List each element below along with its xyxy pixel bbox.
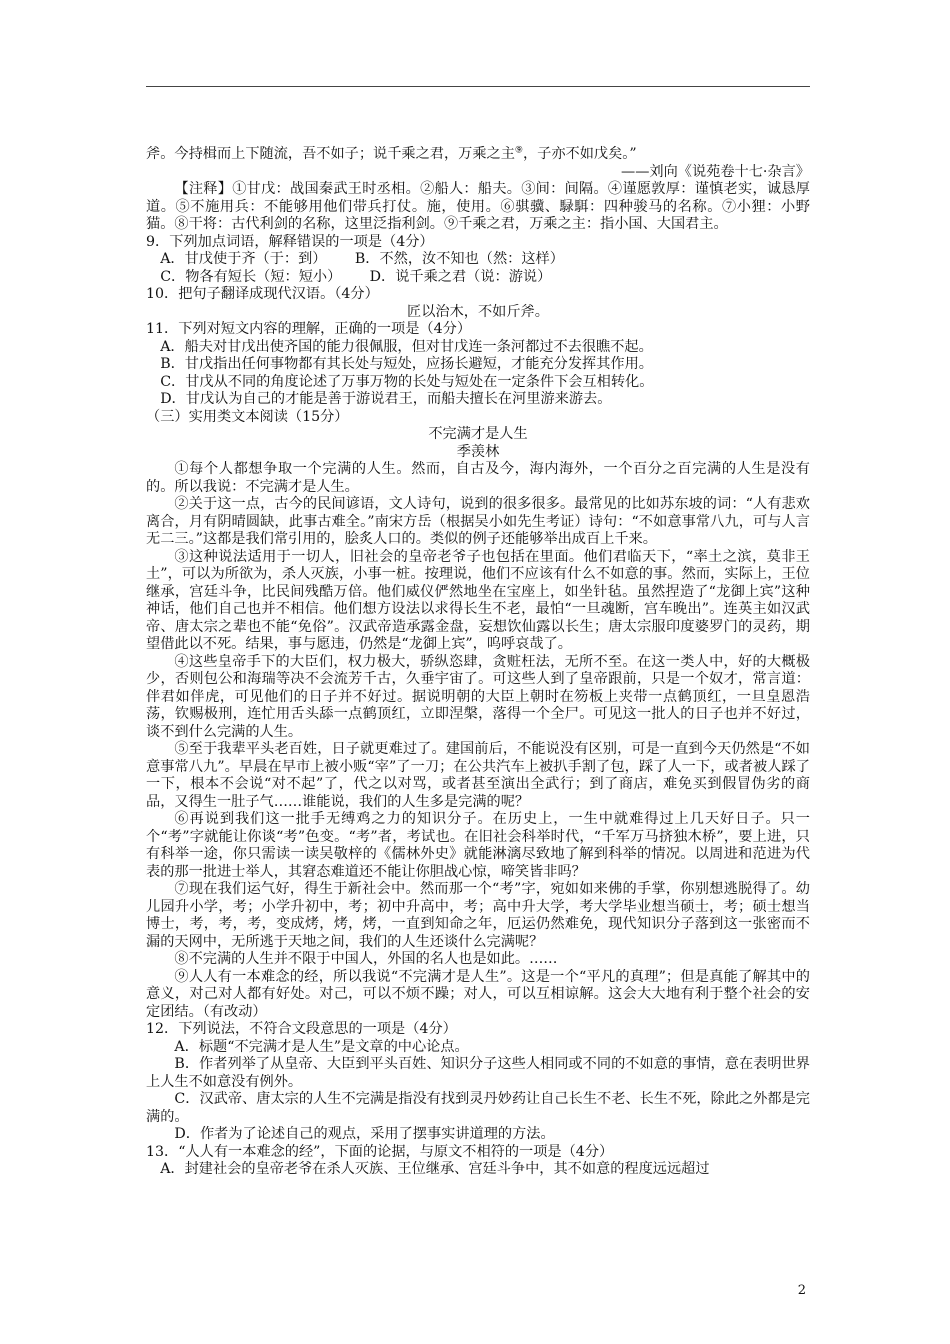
article-author: 季羡林	[456, 443, 500, 460]
q11-stem: 11．下列对短文内容的理解，正确的一项是（4分）	[146, 321, 472, 337]
q12-option-a: A．标题“不完满才是人生”是文章的中心论点。	[174, 1038, 469, 1055]
page-body	[146, 146, 810, 1179]
q11-option-b: B．甘戊指出任何事物都有其长处与短处，应扬长避短，才能充分发挥其作用。	[160, 356, 653, 372]
article-para-8: ⑧不完满的人生并不限于中国人，外国的名人也是如此。……	[174, 951, 558, 967]
q9-stem: 9．下列加点词语，解释错误的一项是（4分）	[146, 233, 434, 250]
article-para-9: ⑨人人有一本难念的经，所以我说“不完满才是人生”。这是一个“平凡的真理”；但是真能了解其中的意义，对己对人都有好处。对己，可以不烦不躁；对人，可以互相谅解。这会大大地有利于整个社会的安定团结。（有改动）	[146, 968, 810, 1020]
q10-sentence: 匠以治木，不如斤斧。	[407, 303, 549, 320]
q13-option-a: A．封建社会的皇帝老爷在杀人灭族、王位继承、宫廷斗争中，其不如意的程度远远超过	[160, 1161, 710, 1177]
q9-options-cd: C．物各有短长（短：短小） D．说千乘之君（说：游说）	[160, 268, 552, 285]
article-para-7: ⑦现在我们运气好，得生于新社会中。然而那一个“考”字，宛如如来佛的手掌，你别想逃脱得了。幼儿园升小学，考；小学升初中，考；初中升高中，考；高中升大学，考大学毕业想当硕士，考；硕士想当博士，考，考，考，变成烤，烤，烤，一直到知命之年，厄运仍然难免，现代知识分子落到这一张密而不漏的天网中，无所逃于天地之间，我们的人生还谈什么完满呢？	[146, 881, 810, 950]
passage-tail: 斧。今持楫而上下随流，吾不如子；说千乘之君，万乘之主⑨，子亦不如戊矣。”	[146, 145, 637, 162]
q12-stem: 12．下列说法，不符合文段意思的一项是（4分）	[146, 1021, 457, 1037]
article-para-1: ①每个人都想争取一个完满的人生。然而，自古及今，海内海外，一个百分之百完满的人生是没有的。所以我说：不完满才是人生。	[146, 461, 810, 495]
article-para-3: ③这种说法适用于一切人，旧社会的皇帝老爷子也包括在里面。他们君临天下，“率土之滨，莫非王土”，可以为所欲为，杀人灭族，小事一桩。按理说，他们不应该有什么不如意的事。然而，实际上，王位继承，宫廷斗争，比民间残酷万倍。他们威仪俨然地坐在宝座上，如坐针毡。虽然捏造了“龙御上宾”这种神话，他们自己也并不相信。他们想方设法以求得长生不老，最怕“一旦魂断，宫车晚出”。连英主如汉武帝、唐太宗之辈也不能“免俗”。汉武帝造承露金盘，妄想饮仙露以长生；唐太宗服印度婆罗门的灵药，期望借此以不死。结果，事与愿违，仍然是“龙御上宾”，呜呼哀哉了。	[146, 548, 810, 652]
article-para-6: ⑥再说到我们这一批手无缚鸡之力的知识分子。在历史上，一生中就难得过上几天好日子。只一个“考”字就能让你谈“考”色变。“考”者，考试也。在旧社会科举时代，“千军万马挤独木桥”，要上进，只有科举一途，你只需读一读吴敬梓的《儒林外史》就能淋漓尽致地了解到科举的情况。以周进和范进为代表的那一批进士举人，其窘态难道还不能让你胆战心惊，啼笑皆非吗？	[146, 811, 810, 880]
section3-heading: （三）实用类文本阅读（15分）	[146, 408, 349, 425]
q11-option-c: C．甘戊从不同的角度论述了万事万物的长处与短处在一定条件下会互相转化。	[160, 373, 654, 390]
q11-option-a: A．船夫对甘戊出使齐国的能力很佩服，但对甘戊连一条河都过不去很瞧不起。	[160, 338, 653, 355]
article-para-5: ⑤至于我辈平头老百姓，日子就更难过了。建国前后，不能说没有区别，可是一直到今天仍然是“不如意事常八九”。早晨在早市上被小贩“宰”了一刀；在公共汽车上被扒手割了包，踩了人一下，或者被人踩了一下，根本不会说“对不起”了，代之以对骂，或者甚至演出全武行；到了商店，难免买到假冒伪劣的商品，又得生一肚子气……谁能说，我们的人生多是完满的呢？	[146, 741, 810, 810]
q12-option-b: B．作者列举了从皇帝、大臣到平头百姓、知识分子这些人相同或不同的不如意的事情，意在表明世界上人生不如意没有例外。	[146, 1056, 810, 1090]
header-rule	[146, 86, 810, 87]
q10-stem: 10．把句子翻译成现代汉语。（4分）	[146, 286, 379, 302]
q11-option-d: D．甘戊认为自己的才能是善于游说君王，而船夫擅长在河里游来游去。	[160, 391, 612, 407]
article-para-4: ④这些皇帝手下的大臣们，权力极大，骄纵恣肆，贪赃枉法，无所不至。在这一类人中，好的大概极少，否则包公和海瑞等决不会流芳千古，久垂宇宙了。可这些人到了皇帝跟前，只是一个奴才，常言道：伴君如伴虎，可见他们的日子并不好过。据说明朝的大臣上朝时在笏板上夹带一点鹤顶红，一旦皇恩浩荡，钦赐极刑，连忙用舌头舔一点鹤顶红，立即涅槃，落得一个全尸。可见这一批人的日子也并不好过，谈不到什么完满的人生。	[146, 653, 810, 740]
q12-option-c: C．汉武帝、唐太宗的人生不完满是指没有找到灵丹妙药让自己长生不老、长生不死，除此之外都是完满的。	[146, 1091, 810, 1125]
article-para-2: ②关于这一点，古今的民间谚语，文人诗句，说到的很多很多。最常见的比如苏东坡的词：“人有悲欢离合，月有阴晴圆缺，此事古难全。”南宋方岳（根据吴小如先生考证）诗句：“不如意事常八九，可与人言无二三。”这都是我们常引用的，脍炙人口的。类似的例子还能够举出成百上千来。	[146, 496, 810, 547]
q12-option-d: D．作者为了论述自己的观点，采用了摆事实讲道理的方法。	[174, 1126, 555, 1142]
q13-stem: 13．“人人有一本难念的经”，下面的论据，与原文不相符的一项是（4分）	[146, 1143, 614, 1160]
passage-source: ——刘向《说苑卷十七·杂言》	[621, 163, 810, 180]
q9-options-ab: A．甘戊使于齐（于：到） B．不然，汝不知也（然：这样）	[160, 251, 564, 267]
page-number: 2	[797, 1283, 806, 1298]
passage-notes: 【注释】①甘戊：战国秦武王时丞相。②船人：船夫。③间：间隔。④谨愿敦厚：谨慎老实，诚恳厚道。⑤不施用兵：不能够用他们带兵打仗。施，使用。⑥骐骥、騄駬：四种骏马的名称。⑦小狸：小野猫。⑧干将：古代利剑的名称，这里泛指利剑。⑨千乘之君，万乘之主：指小国、大国君主。	[146, 181, 810, 232]
article-title: 不完满才是人生	[428, 426, 528, 442]
